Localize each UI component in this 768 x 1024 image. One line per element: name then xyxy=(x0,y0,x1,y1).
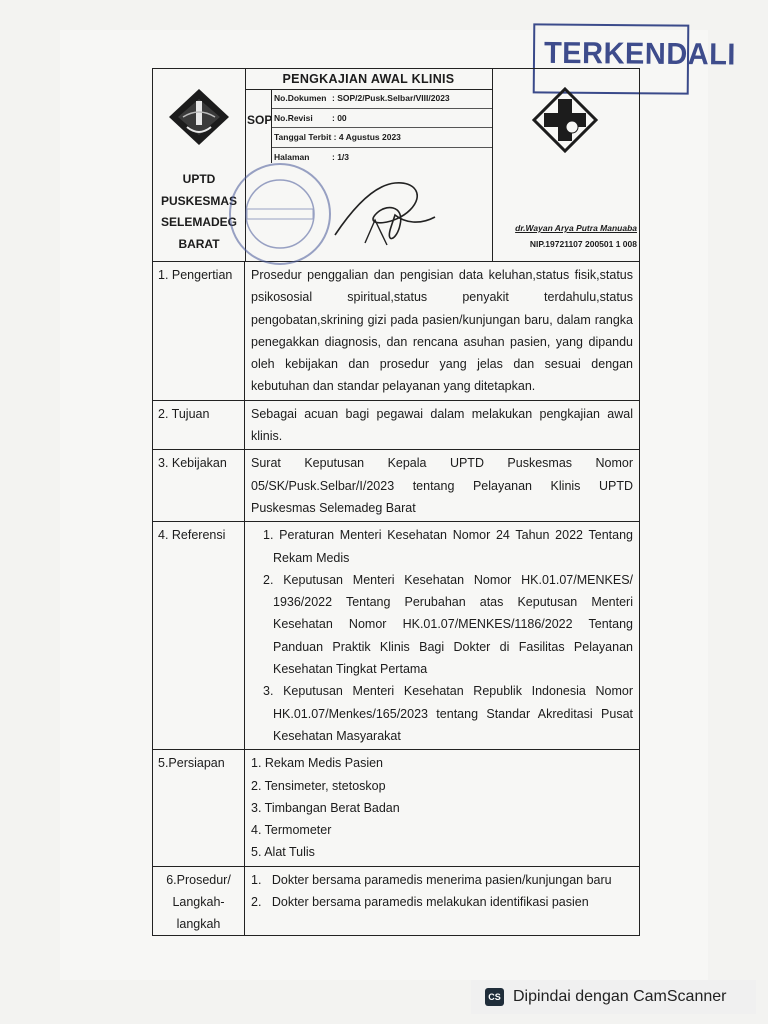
regency-emblem-icon xyxy=(165,87,233,147)
camscanner-text: Dipindai dengan CamScanner xyxy=(513,988,727,1005)
section-label: 3. Kebijakan xyxy=(153,450,245,521)
reference-list xyxy=(251,524,633,747)
section-text: Surat Keputusan Kepala UPTD Puskesmas Nomor 05/SK/Pusk.Selbar/I/2023 tentang Pelayanan Klinis UPTD Puskesmas Selemadeg Barat xyxy=(251,456,633,515)
label-line: 6.Prosedur/ xyxy=(166,872,231,887)
label-line: Langkah- xyxy=(172,894,225,909)
list-item: 1. Peraturan Menteri Kesehatan Nomor 24 Tahun 2022 Tentang Rekam Medis xyxy=(263,528,633,565)
sop-document xyxy=(152,68,640,936)
section-text: Prosedur penggalian dan pengisian data keluhan,status fisik,status psikososial spiritual,status penyakit terdahulu,status pengobatan,skrining gizi pada pasien/kunjungan baru, dalam rangka penegakkan diagnosis, dan rencana asuhan pasien, yang dipandu oleh kebijakan dan prosedur yang jelas dan sesuai dengan kebutuhan dan standar pelayanan yang ditetapkan. xyxy=(251,268,633,394)
section-label xyxy=(153,867,245,935)
section-label: 2. Tujuan xyxy=(153,401,245,450)
meta-value: : 1/3 xyxy=(332,151,350,162)
head-of-office-nip: NIP.19721107 200501 1 008 xyxy=(529,239,637,249)
list-item: 4. Termometer xyxy=(251,823,332,838)
puskesmas-cross-logo-icon xyxy=(532,87,598,153)
list-item: 2. Keputusan Menteri Kesehatan Nomor HK.01.07/MENKES/ 1936/2022 Tentang Perubahan atas Keputusan Menteri Kesehatan Nomor HK.01.07/MENKES/1186/2022 Tentang Panduan Praktik Klinis Bagi Dokter di Fasilitas Pelayanan Kesehatan Tingkat Pertama xyxy=(263,572,633,677)
stamp-text: TERKENDALI xyxy=(543,36,737,72)
list-item: 3. Keputusan Menteri Kesehatan Republik Indonesia Nomor HK.01.07/Menkes/165/2023 tentang Standar Akreditasi Pusat Kesehatan Masyarakat xyxy=(263,684,633,743)
meta-row xyxy=(272,89,492,109)
meta-key: No.Revisi xyxy=(274,112,313,123)
document-meta xyxy=(271,89,492,163)
official-seal-icon xyxy=(225,159,335,269)
meta-key: Tanggal Terbit xyxy=(274,132,332,142)
head-of-office-name: dr.Wayan Arya Putra Manuaba xyxy=(515,223,637,233)
meta-row xyxy=(272,109,492,129)
document-title: PENGKAJIAN AWAL KLINIS xyxy=(245,69,492,90)
meta-value: : SOP/2/Pusk.Selbar/VIII/2023 xyxy=(332,93,450,103)
section-content xyxy=(245,262,639,400)
section-content xyxy=(245,867,639,916)
section-text: Sebagai acuan bagi pegawai dalam melakukan pengkajian awal klinis. xyxy=(251,406,633,444)
camscanner-watermark xyxy=(471,980,756,1014)
list-item: 2. Dokter bersama paramedis melakukan identifikasi pasien xyxy=(251,895,589,910)
meta-row xyxy=(272,128,492,148)
section-content xyxy=(245,522,639,749)
section-content xyxy=(245,450,639,521)
section-tujuan xyxy=(152,401,640,451)
org-line: PUSKESMAS xyxy=(160,193,237,208)
list-item: 2. Tensimeter, stetoskop xyxy=(251,778,386,793)
section-pengertian xyxy=(152,262,640,401)
meta-key: Halaman xyxy=(274,151,310,162)
list-item: 1. Rekam Medis Pasien xyxy=(251,756,384,771)
org-line: SELEMADEG xyxy=(160,215,237,229)
sop-label: SOP xyxy=(247,113,273,127)
org-line: BARAT xyxy=(178,236,220,251)
section-prosedur xyxy=(152,867,640,936)
section-content xyxy=(245,401,639,450)
sop-title-column xyxy=(245,69,493,261)
org-line: UPTD xyxy=(182,172,216,186)
signature-icon xyxy=(325,165,455,255)
section-content xyxy=(245,750,639,865)
list-item: 1. Dokter bersama paramedis menerima pasien/kunjungan baru xyxy=(251,872,612,887)
section-label: 4. Referensi xyxy=(153,522,245,749)
section-label: 5.Persiapan xyxy=(153,750,245,865)
section-kebijakan xyxy=(152,450,640,522)
sop-header xyxy=(152,68,640,262)
label-line: langkah xyxy=(176,916,221,931)
section-persiapan xyxy=(152,750,640,866)
meta-value: : 00 xyxy=(332,112,347,123)
section-referensi xyxy=(152,522,640,750)
meta-key: No.Dokumen xyxy=(274,93,327,103)
list-item: 3. Timbangan Berat Badan xyxy=(251,800,400,815)
section-label: 1. Pengertian xyxy=(153,262,245,400)
meta-value: : 4 Agustus 2023 xyxy=(333,132,401,142)
camscanner-logo-icon: CS xyxy=(485,988,504,1006)
puskesmas-logo-column xyxy=(492,69,641,261)
list-item: 5. Alat Tulis xyxy=(251,845,315,860)
